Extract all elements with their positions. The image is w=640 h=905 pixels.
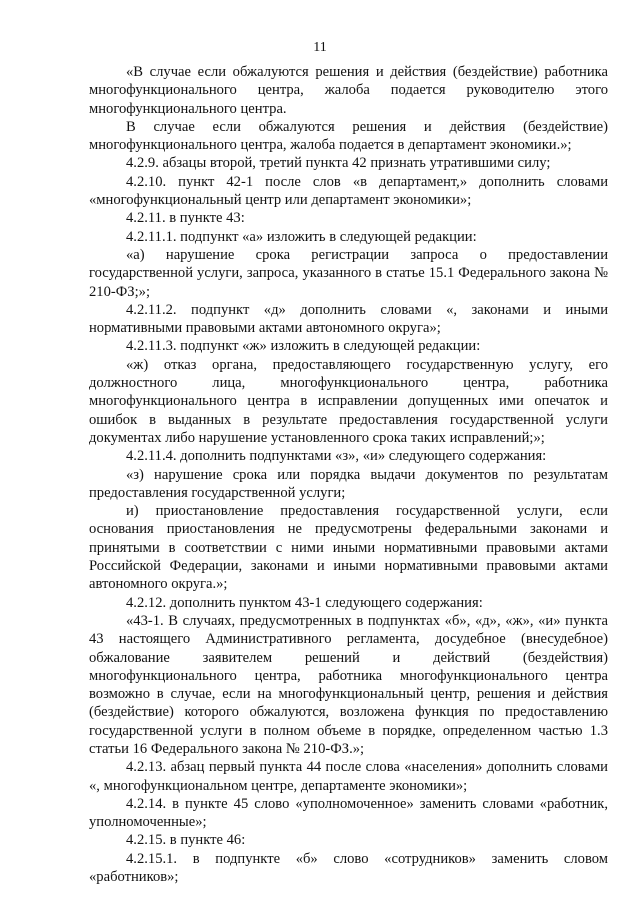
document-body bbox=[89, 63, 608, 886]
paragraph: 4.2.11.3. подпункт «ж» изложить в следующей редакции: bbox=[126, 338, 481, 355]
paragraph: 4.2.13. абзац первый пункта 44 после слова «населения» дополнить словами «, многофункциональном центре, департаменте экономики»; bbox=[89, 759, 608, 794]
paragraph: 4.2.11.1. подпункт «а» изложить в следующей редакции: bbox=[126, 228, 477, 245]
paragraph: 4.2.11.2. подпункт «д» дополнить словами «, законами и иными нормативными правовыми актами автономного округа»; bbox=[89, 301, 608, 337]
paragraph: «а) нарушение срока регистрации запроса о предоставлении государственной услуги, запроса, указанного в статье 15.1 Федерального закона № 210-ФЗ;»; bbox=[89, 246, 608, 300]
paragraph: 4.2.14. в пункте 45 слово «уполномоченное» заменить словами «работник, уполномоченные»; bbox=[89, 795, 608, 831]
page-number: 11 bbox=[313, 40, 327, 55]
paragraph: и) приостановление предоставления государственной услуги, если основания приостановления не предусмотрены федеральными законами и принятыми в соответствии с ними иными нормативными правовыми актами Российской Федерации, законами и иными нормативными правовыми актами автономного округа.»; bbox=[89, 503, 608, 593]
paragraph: 4.2.10. пункт 42-1 после слов «в департамент,» дополнить словами «многофункциональный центр или департамент экономики»; bbox=[89, 173, 608, 209]
paragraph: 4.2.11. в пункте 43: bbox=[126, 210, 245, 227]
paragraph: «з) нарушение срока или порядка выдачи документов по результатам предоставления государственной услуги; bbox=[89, 466, 608, 501]
paragraph: 4.2.9. абзацы второй, третий пункта 42 признать утратившими силу; bbox=[126, 155, 551, 172]
paragraph: 4.2.15.1. в подпункте «б» слово «сотрудников» заменить словом «работников»; bbox=[89, 850, 608, 886]
paragraph: 4.2.11.4. дополнить подпунктами «з», «и» следующего содержания: bbox=[126, 448, 547, 465]
paragraph: «ж) отказ органа, предоставляющего государственную услугу, его должностного лица, многофункционального центра, работника многофункционального центра в исправлении допущенных ими опечаток и ошибок в выданных в результате предоставления государственной услуги документах либо нарушение установленного срока таких исправлений;»; bbox=[89, 356, 608, 446]
paragraph: В случае если обжалуются решения и действия (бездействие) многофункционального центра, жалоба подается в департамент экономики.»; bbox=[89, 118, 608, 154]
paragraph: 4.2.12. дополнить пунктом 43-1 следующего содержания: bbox=[126, 594, 483, 611]
paragraph: 4.2.15. в пункте 46: bbox=[126, 832, 246, 849]
paragraph: «43-1. В случаях, предусмотренных в подпунктах «б», «д», «ж», «и» пункта 43 настоящего Административного регламента, досудебное (внесудебное) обжалование заявителем решений и действий (бездействия) многофункционального центра, работника многофункционального центра возможно в случае, если на многофункциональный центр, решения и действия (бездействие) которого обжалуются, возложена функция по предоставлению государственной услуги в полном объеме в порядке, определенном частью 1.3 статьи 16 Федерального закона № 210-ФЗ.»; bbox=[89, 612, 608, 757]
paragraph: «В случае если обжалуются решения и действия (бездействие) работника многофункционального центра, жалоба подается руководителю этого многофункционального центра. bbox=[89, 64, 608, 117]
